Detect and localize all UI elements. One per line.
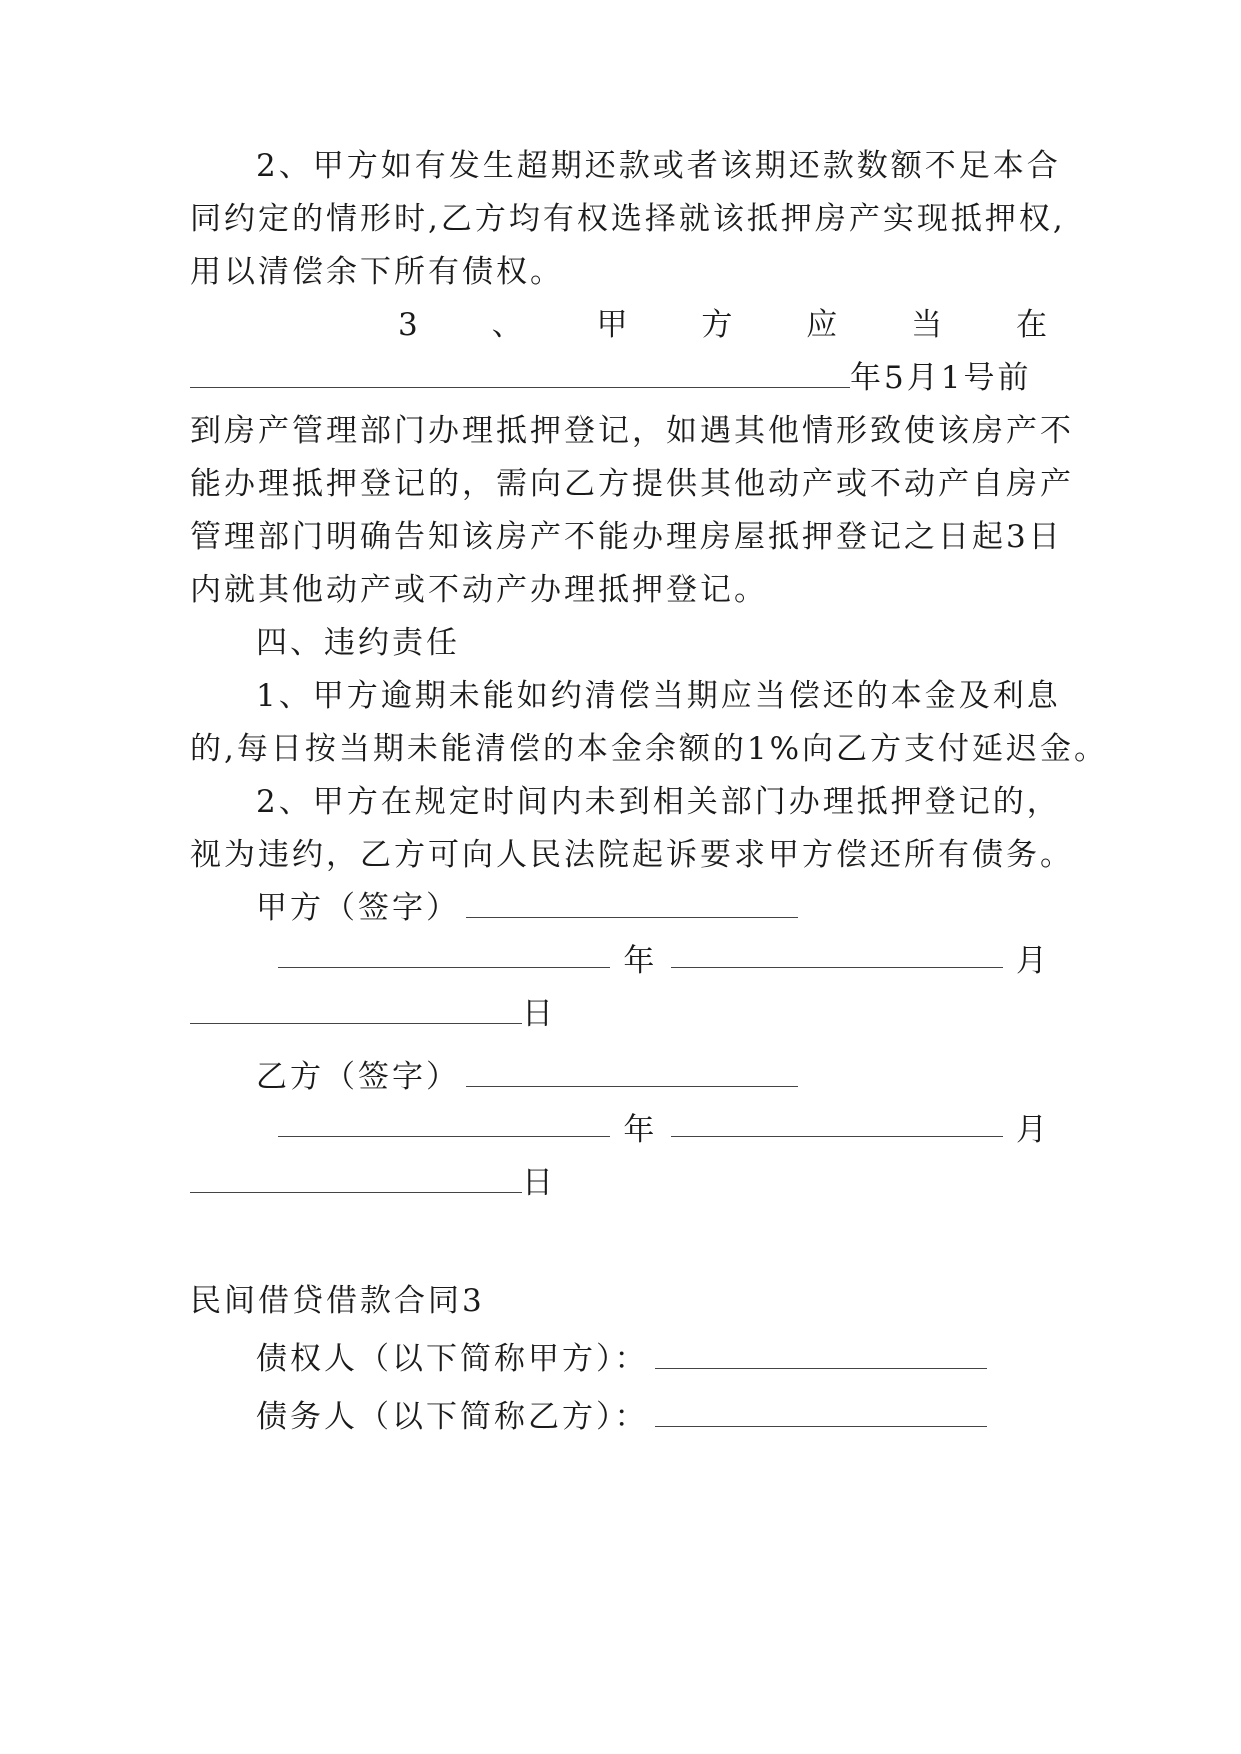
creditor-label: 债权人（以下简称甲方）： — [256, 1341, 649, 1377]
clause-2-line-1: 2、甲方如有发生超期还款或者该期还款数额不足本合 — [256, 148, 1061, 184]
clause-2-line-3: 用以清偿余下所有债权。 — [190, 254, 564, 290]
party-b-date-line — [278, 1110, 1050, 1150]
party-a-signature — [256, 888, 1050, 928]
liability-1-line-1: 1、甲方逾期未能如约清偿当期应当偿还的本金及利息 — [256, 678, 1061, 714]
party-b-day-line — [190, 1163, 1050, 1203]
clause-3-line-2 — [190, 358, 1050, 398]
clause-3-line-4: 能办理抵押登记的，需向乙方提供其他动产或不动产自房产 — [190, 466, 1074, 502]
clause-3-char: 方 — [701, 307, 736, 343]
clause-3-char: 、 — [491, 307, 526, 343]
liability-2-line-1: 2、甲方在规定时间内未到相关部门办理抵押登记的， — [256, 784, 1061, 820]
liability-2-line-2: 视为违约，乙方可向人民法院起诉要求甲方偿还所有债务。 — [190, 837, 1074, 873]
party-b-month-label: 月 — [1015, 1112, 1050, 1148]
party-b-month-blank — [671, 1110, 1003, 1137]
clause-3-char: 当 — [911, 307, 946, 343]
contract-3-title: 民间借贷借款合同3 — [190, 1283, 485, 1319]
party-a-year-blank — [278, 941, 610, 968]
debtor-blank — [655, 1400, 987, 1427]
party-b-label: 乙方（签字） — [256, 1059, 460, 1095]
creditor-line — [256, 1339, 1050, 1379]
clause-2-line-2: 同约定的情形时,乙方均有权选择就该抵押房产实现抵押权, — [190, 201, 1066, 237]
party-b-sign-blank — [466, 1060, 798, 1087]
clause-3-line-6: 内就其他动产或不动产办理抵押登记。 — [190, 572, 768, 608]
year-blank — [190, 361, 850, 388]
party-a-month-label: 月 — [1015, 943, 1050, 979]
clause-3-char: 应 — [806, 307, 841, 343]
party-b-day-blank — [190, 1166, 522, 1193]
clause-3-line-3: 到房产管理部门办理抵押登记，如遇其他情形致使该房产不 — [190, 413, 1074, 449]
party-b-signature — [256, 1057, 1050, 1097]
liability-1-line-2: 的,每日按当期未能清偿的本金余额的1%向乙方支付延迟金。 — [190, 731, 1109, 767]
party-a-sign-blank — [466, 891, 798, 918]
debtor-label: 债务人（以下简称乙方）： — [256, 1399, 649, 1435]
debtor-line — [256, 1397, 1050, 1437]
party-a-label: 甲方（签字） — [256, 890, 460, 926]
party-a-year-label: 年 — [623, 943, 658, 979]
party-a-day-line — [190, 994, 1050, 1034]
clause-3-line-1 — [398, 305, 1050, 345]
year-suffix: 年5月1号前 — [850, 360, 1032, 396]
party-b-year-label: 年 — [623, 1112, 658, 1148]
section-4-heading: 四、违约责任 — [256, 625, 460, 661]
party-a-month-blank — [671, 941, 1003, 968]
party-b-year-blank — [278, 1110, 610, 1137]
clause-3-line-5: 管理部门明确告知该房产不能办理房屋抵押登记之日起3日 — [190, 519, 1063, 555]
clause-3-char: 在 — [1015, 307, 1050, 343]
clause-3-char: 3 — [398, 307, 421, 343]
party-b-day-label: 日 — [522, 1165, 556, 1201]
clause-3-char: 甲 — [596, 307, 631, 343]
party-a-date-line — [278, 941, 1050, 981]
party-a-day-label: 日 — [522, 996, 556, 1032]
party-a-day-blank — [190, 997, 522, 1024]
creditor-blank — [655, 1342, 987, 1369]
